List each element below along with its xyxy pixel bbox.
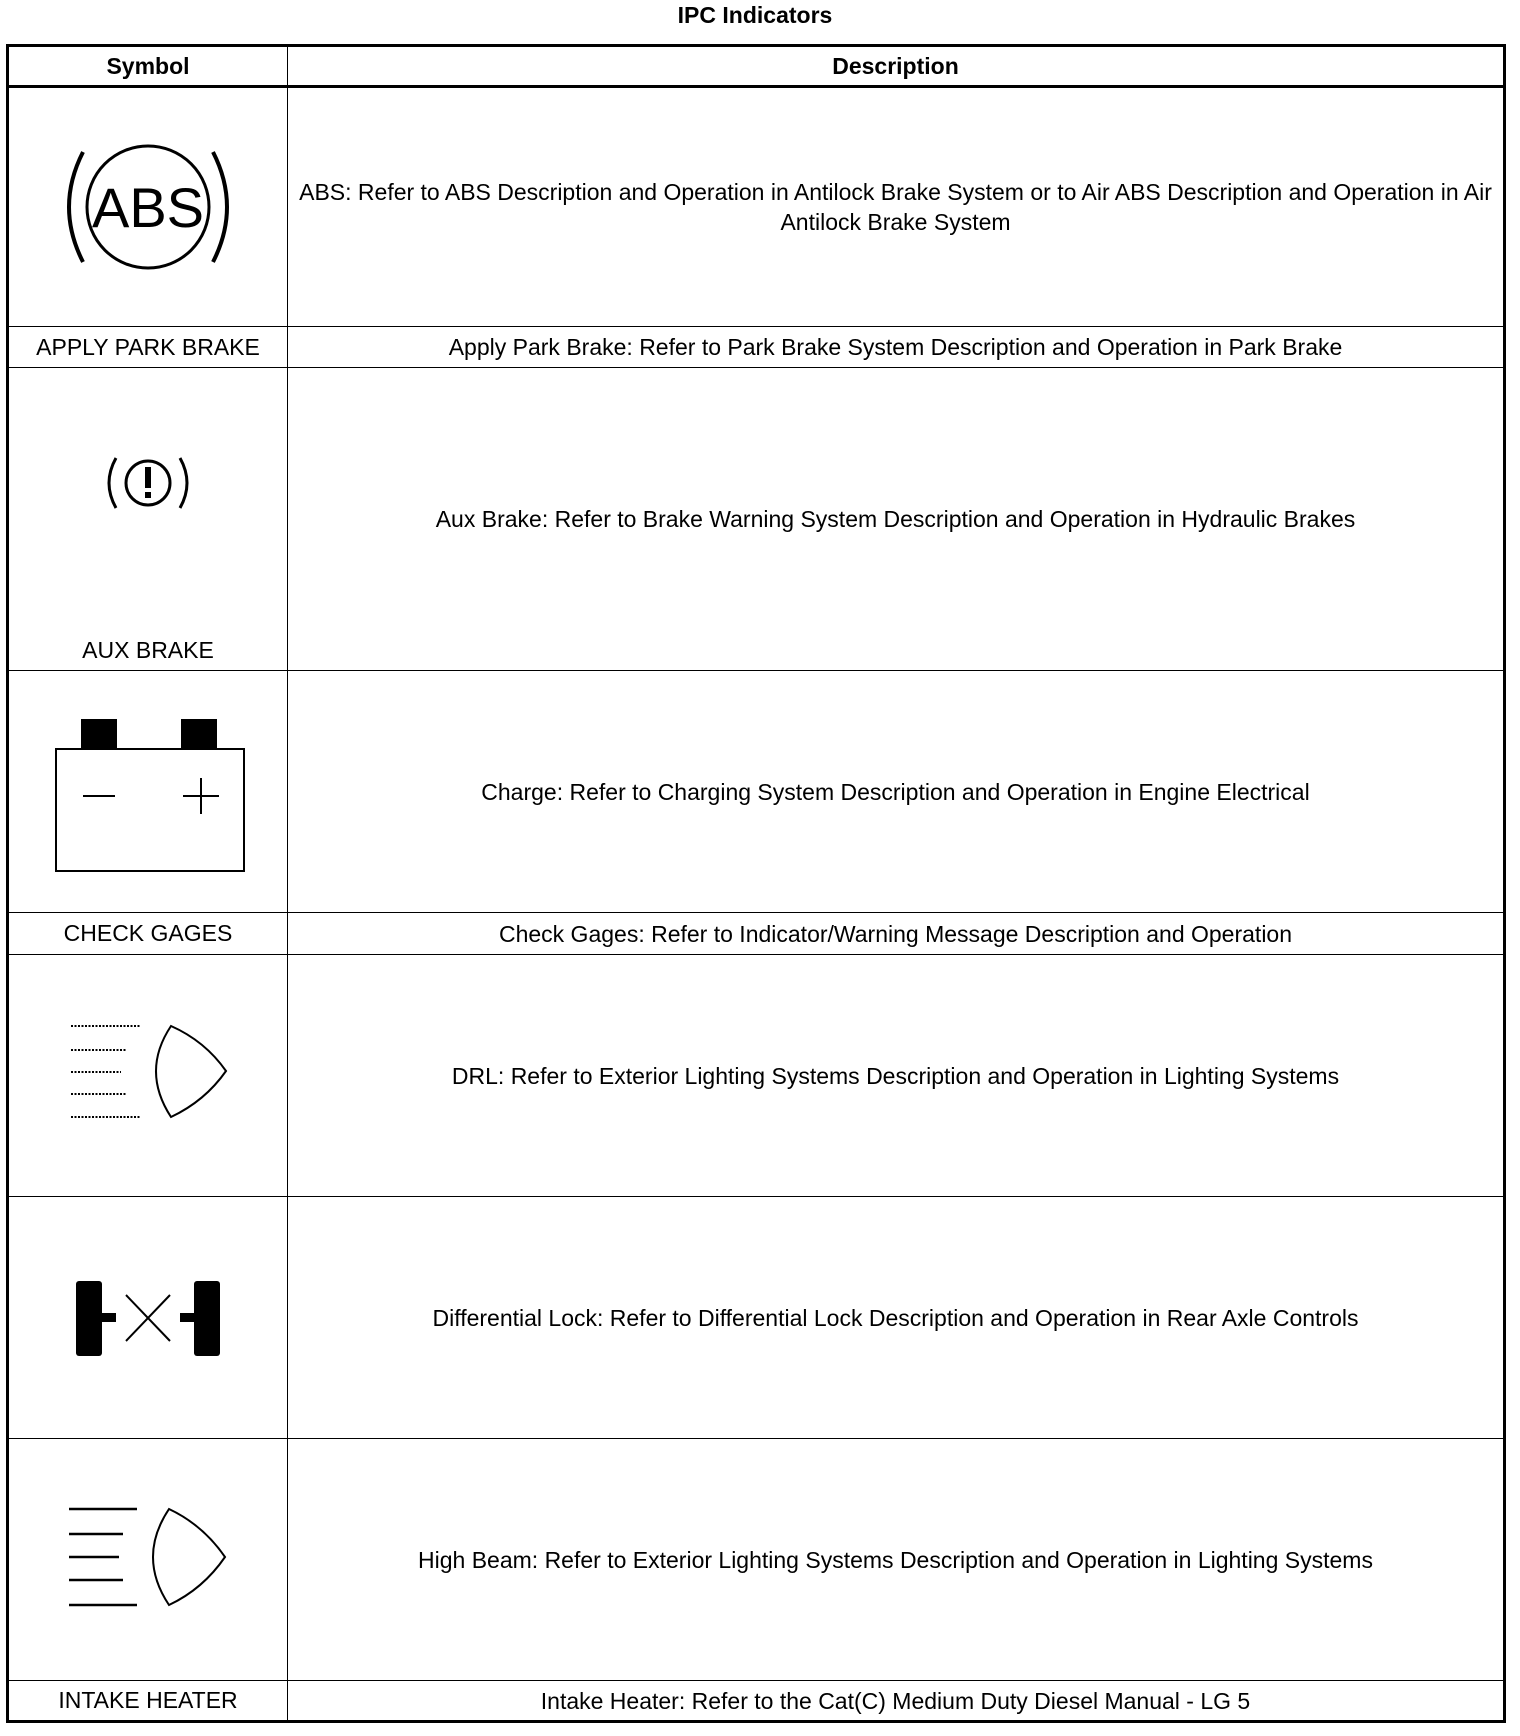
abs-icon [63,137,233,277]
svg-text:ABS: ABS [91,176,205,239]
description-cell: Aux Brake: Refer to Brake Warning System Description and Operation in Hydraulic Brakes [288,368,1505,671]
page-title: IPC Indicators [677,2,833,28]
ipc-indicators-table [6,44,1506,1723]
symbol-label: AUX BRAKE [82,637,214,663]
symbol-label: INTAKE HEATER [8,1681,288,1722]
differential-lock-icon [68,1273,228,1363]
description-cell: DRL: Refer to Exterior Lighting Systems Description and Operation in Lighting Systems [288,955,1505,1197]
drl-icon [63,1021,233,1131]
symbol-label: CHECK GAGES [8,913,288,955]
symbol-column-header: Symbol [8,46,288,87]
table-row [8,671,1505,913]
symbol-cell [8,368,288,671]
table-header-row [8,46,1505,87]
description-cell: Check Gages: Refer to Indicator/Warning Message Description and Operation [288,913,1505,955]
description-cell: Intake Heater: Refer to the Cat(C) Medium Duty Diesel Manual - LG 5 [288,1681,1505,1722]
symbol-cell [8,87,288,327]
description-cell: ABS: Refer to ABS Description and Operation in Antilock Brake System or to Air ABS Description and Operation in Air Antilock Brake System [288,87,1505,327]
table-row [8,87,1505,327]
description-cell: Differential Lock: Refer to Differential Lock Description and Operation in Rear Axle Controls [288,1197,1505,1439]
brake-warning-icon [98,450,198,516]
symbol-cell [8,1197,288,1439]
symbol-cell [8,671,288,913]
symbol-cell [8,1439,288,1681]
high-beam-icon [63,1505,233,1615]
table-row [8,913,1505,955]
description-cell: High Beam: Refer to Exterior Lighting Systems Description and Operation in Lighting Systems [288,1439,1505,1681]
battery-icon [48,712,248,872]
table-row [8,368,1505,671]
table-row [8,1681,1505,1722]
table-row [8,327,1505,368]
description-column-header: Description [288,46,1505,87]
symbol-cell [8,955,288,1197]
table-row [8,1197,1505,1439]
symbol-label: APPLY PARK BRAKE [8,327,288,368]
table-row [8,1439,1505,1681]
table-row [8,955,1505,1197]
description-cell: Apply Park Brake: Refer to Park Brake System Description and Operation in Park Brake [288,327,1505,368]
description-cell: Charge: Refer to Charging System Description and Operation in Engine Electrical [288,671,1505,913]
